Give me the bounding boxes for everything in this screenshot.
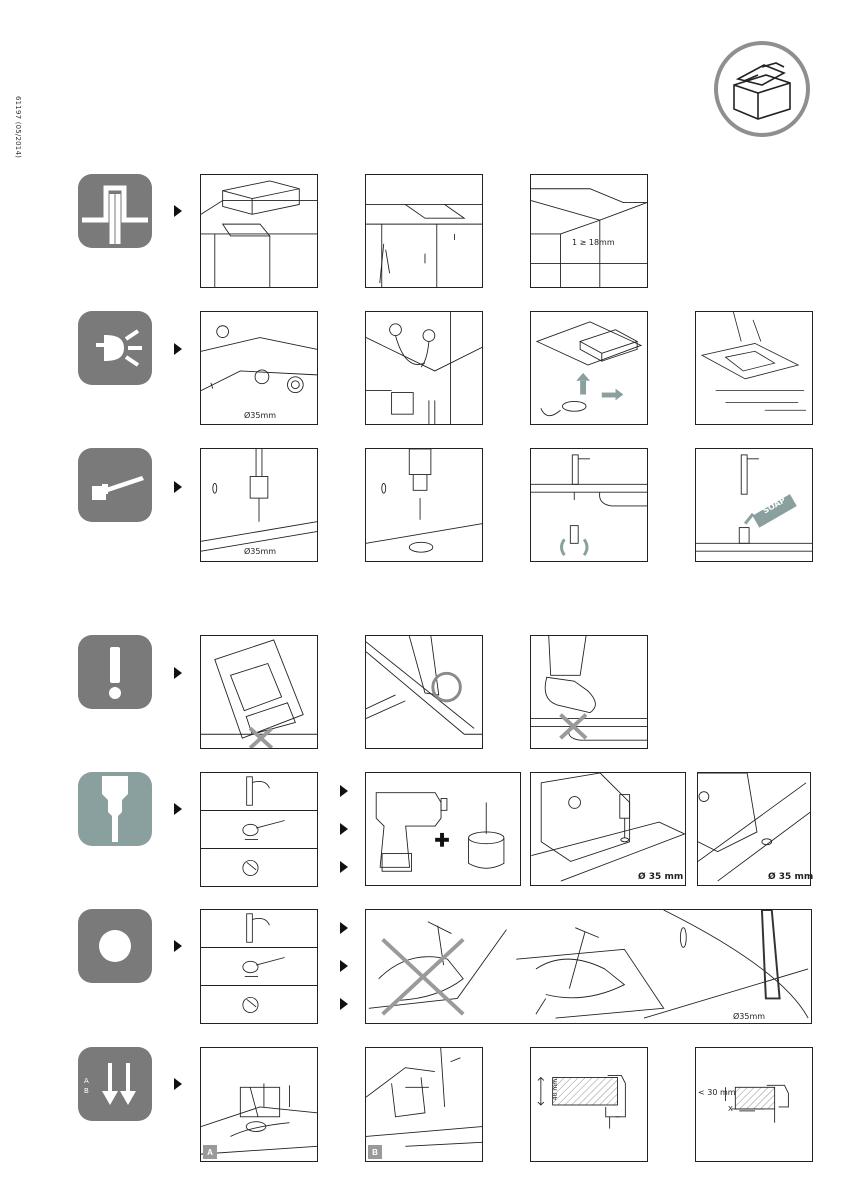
- side-label: A: [84, 1077, 89, 1085]
- dimension-label: Ø35mm: [244, 547, 277, 556]
- tap-type-lever: [200, 810, 318, 849]
- step-panel: [200, 635, 318, 749]
- step-panel: [365, 1047, 483, 1162]
- dimension-label: Ø 35 mm: [638, 872, 684, 882]
- option-arrow: [340, 785, 348, 797]
- step-panel: [200, 311, 318, 425]
- step-panel: [200, 174, 318, 288]
- row-arrow: [174, 205, 182, 217]
- cutout-profile-icon: [78, 174, 152, 248]
- drill-and-cutter-panel: [365, 772, 521, 886]
- dimension-label: Ø 35 mm: [768, 872, 814, 882]
- step-panel: [365, 174, 483, 288]
- step-panel: [530, 311, 648, 425]
- toolbox-icon: [714, 41, 810, 137]
- tap-type-lever: [200, 947, 318, 986]
- step-panel: [200, 448, 318, 562]
- step-panel: [530, 635, 648, 749]
- row-arrow: [174, 803, 182, 815]
- step-panel: [365, 311, 483, 425]
- punching-panel: [365, 909, 812, 1024]
- dimension-label: Ø35mm: [244, 411, 277, 420]
- tap-icon: [78, 448, 152, 522]
- option-arrow: [340, 823, 348, 835]
- clamp-detail-panel: [695, 1047, 813, 1162]
- option-arrow: [340, 861, 348, 873]
- step-panel: [695, 311, 813, 425]
- option-arrow: [340, 922, 348, 934]
- x-label: X: [728, 1105, 733, 1113]
- option-arrow: [340, 960, 348, 972]
- circle-hole-icon: [78, 909, 152, 983]
- step-panel: [530, 448, 648, 562]
- row-arrow: [174, 1078, 182, 1090]
- tap-type-knob: [200, 985, 318, 1024]
- clamp-arrows-icon: [78, 1047, 152, 1121]
- step-panel: [697, 772, 814, 886]
- option-arrow: [340, 998, 348, 1010]
- panel-label: B: [368, 1145, 382, 1159]
- exclamation-icon: [78, 635, 152, 709]
- document-code: 61197 (05/2014): [14, 96, 22, 159]
- step-panel: [365, 635, 483, 749]
- row-arrow: [174, 940, 182, 952]
- tap-type-spout: [200, 772, 318, 811]
- dimension-label: < 30 mm: [698, 1088, 736, 1097]
- step-panel: [365, 448, 483, 562]
- step-panel: [530, 174, 648, 288]
- soap-label: SOAP: [761, 495, 788, 516]
- tap-type-spout: [200, 909, 318, 948]
- drill-bit-icon: [78, 772, 152, 846]
- row-arrow: [174, 667, 182, 679]
- row-arrow: [174, 481, 182, 493]
- dimension-label: 40 mm: [552, 1078, 560, 1101]
- dimension-label: 1 ≥ 18mm: [572, 238, 615, 247]
- panel-label: A: [203, 1145, 217, 1159]
- light-icon: [78, 311, 152, 385]
- side-label: B: [84, 1087, 89, 1095]
- step-panel: [695, 448, 813, 562]
- step-panel: [200, 1047, 318, 1162]
- step-panel: [530, 772, 686, 886]
- tap-type-knob: [200, 848, 318, 887]
- clamp-detail-panel: [530, 1047, 648, 1162]
- row-arrow: [174, 343, 182, 355]
- dimension-label: Ø35mm: [733, 1012, 766, 1021]
